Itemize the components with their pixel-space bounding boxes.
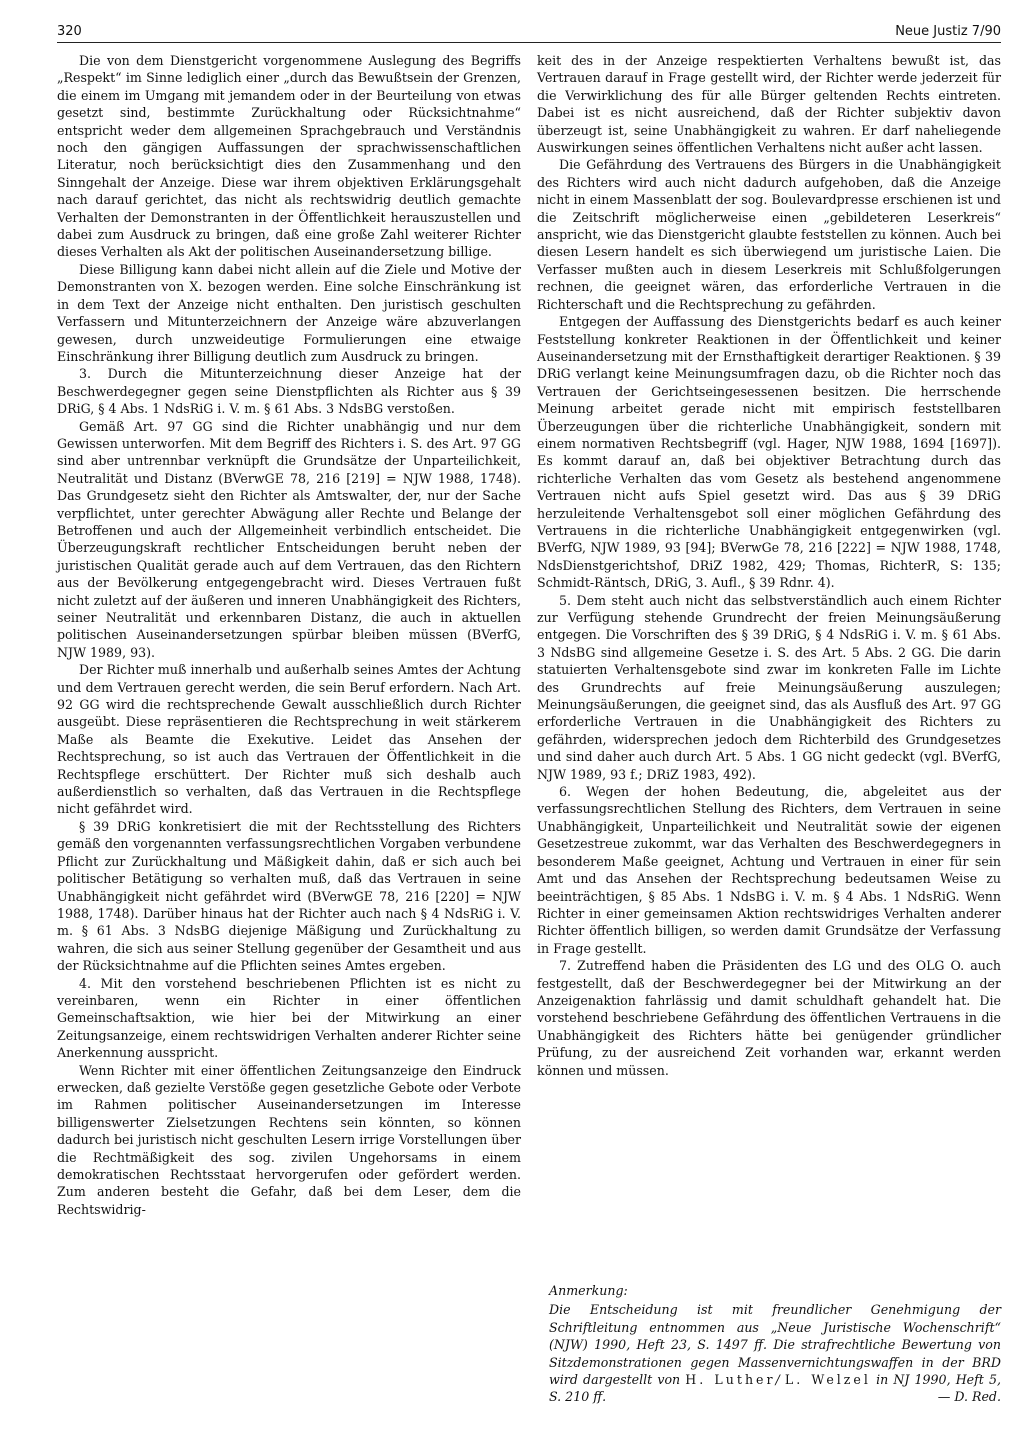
paragraph: Diese Billigung kann dabei nicht allein auf die Ziele und Motive der Demonstranten von X. bezogen werden. Eine solche Einschränkung ist in dem Text der Anzeige nicht enthalten. Den juristisch geschulten Verfassern und Mitunterzeichnern der Anzeige wäre abzuverlangen gewesen, durch unzweideutige Formulierungen eine etwaige Einschränkung ihrer Billigung deutlich zum Ausdruck zu bringen. [57, 261, 521, 364]
left-column [57, 52, 521, 1218]
paragraph: Wenn Richter mit einer öffentlichen Zeitungsanzeige den Eindruck erwecken, daß gezielte Verstöße gegen gesetzliche Gebote oder Verbote im Rahmen politischer Auseinandersetzungen im Interesse billigenswerter Zielsetzungen Rechtens sein könnten, so können dadurch bei juristisch nicht geschulten Lesern irrige Vorstellungen über die Rechtmäßigkeit des sog. zivilen Ungehorsams in einem demokratischen Rechtsstaat hervorgerufen oder gefördert werden. Zum anderen besteht die Gefahr, daß bei dem Leser, dem die Rechtswidrig- [57, 1062, 521, 1217]
paragraph: Gemäß Art. 97 GG sind die Richter unabhängig und nur dem Gewissen unterworfen. Mit dem Begriff des Richters i. S. des Art. 97 GG sind aber untrennbar verknüpft die Grundsätze der Unparteilichkeit, Neutralität und Distanz (BVerwGE 78, 216 [219] = NJW 1988, 1748). Das Grundgesetz sieht den Richter als Amtswalter, der, nur der Sache verpflichtet, unter gerechter Abwägung aller Rechte und Belange der Betroffenen und auch der Allgemeinheit verbindlich entscheidet. Die Überzeugungskraft rechtlicher Entscheidungen beruht neben der juristischen Qualität gerade auch auf dem Vertrauen, das den Richtern aus der Bevölkerung entgegengebracht wird. Dieses Vertrauen fußt nicht zuletzt auf der äußeren und inneren Unabhängigkeit des Richters, seiner Neutralität und erkennbaren Distanz, die auch in aktuellen politischen Auseinandersetzungen spürbar bleiben müssen (BVerfG, NJW 1989, 93). [57, 418, 521, 660]
paragraph: Die von dem Dienstgericht vorgenommene Auslegung des Begriffs „Respekt“ im Sinne lediglich einer „durch das Bewußtsein der Grenzen, die einem im Umgang mit jemandem oder in der Beurteilung von etwas gesetzt sind, bestimmte Zurückhaltung oder Rücksichtnahme“ entspricht weder dem allgemeinen Sprachgebrauch und Verständnis noch den gängigen Auffassungen der sprachwissenschaftlichen Literatur, noch berücksichtigt dies den Zusammenhang und den Sinngehalt der Anzeige. Diese war ihrem objektiven Erklärungsgehalt nach darauf gerichtet, das nicht als rechtswidrig deutlich gemachte Verhalten der Demonstranten in der Öffentlichkeit herauszustellen und dabei zum Ausdruck zu bringen, daß eine große Zahl weiterer Richter dieses Verhalten als Akt der politischen Auseinandersetzung billige. [57, 53, 521, 260]
paragraph: 6. Wegen der hohen Bedeutung, die, abgeleitet aus der verfassungsrechtlichen Stellung des Richters, dem Vertrauen in seine Unabhängigkeit, Unparteilichkeit und Neutralität sowie der eigenen Gesetzestreue zukommt, war das Verhalten des Beschwerdegegners in besonderem Maße geeignet, Achtung und Vertrauen in einer für sein Amt und das Ansehen der Rechtsprechung bedeutsamen Weise zu beeinträchtigen, § 85 Abs. 1 NdsBG i. V. m. § 4 Abs. 1 NdsRiG. Wenn Richter in einer gemeinsamen Aktion rechtswidriges Verhalten anderer Richter öffentlich billigen, so werden damit Grundsätze der Verfassung in Frage gestellt. [537, 784, 1001, 956]
paragraph: Der Richter muß innerhalb und außerhalb seines Amtes der Achtung und dem Vertrauen gerecht werden, die sein Beruf erfordern. Nach Art. 92 GG wird die rechtsprechende Gewalt ausschließlich durch Richter ausgeübt. Diese repräsentieren die Rechtsprechung in weit stärkerem Maße als Beamte die Exekutive. Leidet das Ansehen der Rechtsprechung, so ist auch das Vertrauen der Öffentlichkeit in die Rechtspflege erschüttert. Der Richter muß sich deshalb auch außerdienstlich so verhalten, daß das Vertrauen in die Rechtspflege nicht gefährdet wird. [57, 662, 521, 817]
note-text: Die Entscheidung ist mit freundlicher Genehmigung der Schriftleitung entnommen aus „Neue Juristische Wochenschrift“ (NJW) 1990, Heft 23, S. 1497 ff. Die strafrechtliche Bewertung von Sitzdemonstrationen gegen Massenvernichtungswaffen in der BRD wird dargestellt von H. Luther/ L. Welzel in NJ 1990, Heft 5, S. 210 ff. — D. Red. [549, 1302, 1002, 1405]
paragraph: Entgegen der Auffassung des Dienstgerichts bedarf es auch keiner Feststellung konkreter Reaktionen in der Öffentlichkeit und keiner Auseinandersetzung mit der Ernsthaftigkeit derartiger Reaktionen. § 39 DRiG verlangt keine Meinungsumfragen dazu, ob die Richter noch das Vertrauen der Gerichtseingesessenen besitzen. Die herrschende Meinung arbeitet gerade nicht mit empirisch feststellbaren Überzeugungen über die richterliche Unabhängigkeit, sondern mit einem normativen Rechtsbegriff (vgl. Hager, NJW 1988, 1694 [1697]). Es kommt darauf an, daß bei objektiver Betrachtung durch das richterliche Verhalten das vom Gesetz als bestehend angenommene Vertrauen nicht aufs Spiel gesetzt wird. Das aus § 39 DRiG herzuleitende Verhaltensgebot soll einer möglichen Gefährdung des Vertrauens in die richterliche Unabhängigkeit entgegenwirken (vgl. BVerfG, NJW 1989, 93 [94]; BVerwGe 78, 216 [222] = NJW 1988, 1748, NdsDienstgerichtshof, DRiZ 1982, 429; Thomas, RichterR, S: 135; Schmidt-Räntsch, DRiG, 3. Aufl., § 39 Rdnr. 4). [537, 314, 1001, 591]
right-column [537, 52, 1001, 1079]
note-text-after: in NJ 1990, Heft 5, S. 210 ff. [549, 1372, 1002, 1405]
note-title: Anmerkung: [549, 1283, 628, 1298]
note-text-before: Die Entscheidung ist mit freundlicher Genehmigung der Schriftleitung entnommen aus „Neue Juristische Wochenschrift“ (NJW) 1990, Heft 23, S. 1497 ff. Die strafrechtliche Bewertung von Sitzdemonstrationen gegen Massenvernichtungswaffen in der BRD wird dargestellt von [549, 1302, 1001, 1388]
paragraph: 3. Durch die Mitunterzeichnung dieser Anzeige hat der Beschwerdegegner gegen seine Dienstpflichten als Richter aus § 39 DRiG, § 4 Abs. 1 NdsRiG i. V. m. § 61 Abs. 3 NdsBG verstoßen. [57, 366, 521, 417]
paragraph: 4. Mit den vorstehend beschriebenen Pflichten ist es nicht zu vereinbaren, wenn ein Richter in einer öffentlichen Gemeinschaftsaktion, wie hier bei der Mitwirkung an einer Zeitungsanzeige, einem rechtswidrigen Verhalten anderer Richter seine Anerkennung ausspricht. [57, 975, 521, 1061]
note-author-1: H. Luther [685, 1372, 776, 1388]
journal-reference: Neue Justiz 7/90 [895, 24, 1001, 39]
paragraph: Die Gefährdung des Vertrauens des Bürgers in die Unabhängigkeit des Richters wird auch nicht dadurch aufgehoben, daß die Anzeige nicht in einem Massenblatt der sog. Boulevardpresse erschienen ist und die Zeitschrift möglicherweise einen „gebildeteren Leserkreis“ anspricht, wie das Dienstgericht glaubte feststellen zu können. Auch bei diesen Lesern handelt es sich überwiegend um juristische Laien. Die Verfasser mußten auch in diesem Leserkreis mit Schlußfolgerungen rechnen, die geeignet wären, das erforderliche Vertrauen in die Richterschaft und die Rechtsprechung zu gefährden. [537, 157, 1001, 312]
note-signature: — D. Red. [937, 1389, 1001, 1405]
note-author-2: L. Welzel [784, 1372, 871, 1388]
page-number: 320 [57, 24, 82, 39]
paragraph: 7. Zutreffend haben die Präsidenten des LG und des OLG O. auch festgestellt, daß der Beschwerdegegner bei der Mitwirkung an der Anzeigenaktion fahrlässig und damit schuldhaft gehandelt hat. Die vorstehend beschriebene Gefährdung des öffentlichen Vertrauens in die Unabhängigkeit des Richters hätte bei genügender gründlicher Prüfung, zu der ausreichend Zeit vorhanden war, erkannt werden können und müssen. [537, 958, 1001, 1078]
editorial-note [549, 1282, 1001, 1406]
page-header [57, 20, 1001, 43]
paragraph: § 39 DRiG konkretisiert die mit der Rechtsstellung des Richters gemäß den vorgenannten verfassungsrechtlichen Vorgaben verbundene Pflicht zur Zurückhaltung und Mäßigkeit dahin, daß er sich auch bei politischer Betätigung so verhalten muß, daß das Vertrauen in seine Unabhängigkeit nicht gefährdet wird (BVerwGE 78, 216 [220] = NJW 1988, 1748). Darüber hinaus hat der Richter auch nach § 4 NdsRiG i. V. m. § 61 Abs. 3 NdsBG diejenige Mäßigung und Zurückhaltung zu wahren, die sich aus seiner Stellung gegenüber der Gesamtheit und aus der Rücksichtnahme auf die Pflichten seines Amtes ergeben. [57, 818, 521, 974]
paragraph: keit des in der Anzeige respektierten Verhaltens bewußt ist, das Vertrauen darauf in Frage gestellt wird, der Richter werde jederzeit für die Verwirklichung des für alle Bürger geltenden Rechts eintreten. Dabei ist es nicht ausreichend, daß der Richter subjektiv davon überzeugt ist, seine Unabhängigkeit zu wahren. Er darf naheliegende Auswirkungen seines öffentlichen Verhaltens nicht außer acht lassen. [537, 53, 1001, 156]
paragraph: 5. Dem steht auch nicht das selbstverständlich auch einem Richter zur Verfügung stehende Grundrecht der freien Meinungsäußerung entgegen. Die Vorschriften des § 39 DRiG, § 4 NdsRiG i. V. m. § 61 Abs. 3 NdsBG sind allgemeine Gesetze i. S. des Art. 5 Abs. 2 GG. Die darin statuierten Verhaltensgebote sind zwar im konkreten Falle im Lichte des Grundrechts auf freie Meinungsäußerung auszulegen; Meinungsäußerungen, die geeignet sind, das als Ausfluß des Art. 97 GG erforderliche Vertrauen in die Unabhängigkeit des Richters zu gefährden, widersprechen jedoch dem Richterbild des Grundgesetzes und sind daher auch durch Art. 5 Abs. 1 GG nicht gedeckt (vgl. BVerfG, NJW 1989, 93 f.; DRiZ 1983, 492). [537, 592, 1001, 782]
